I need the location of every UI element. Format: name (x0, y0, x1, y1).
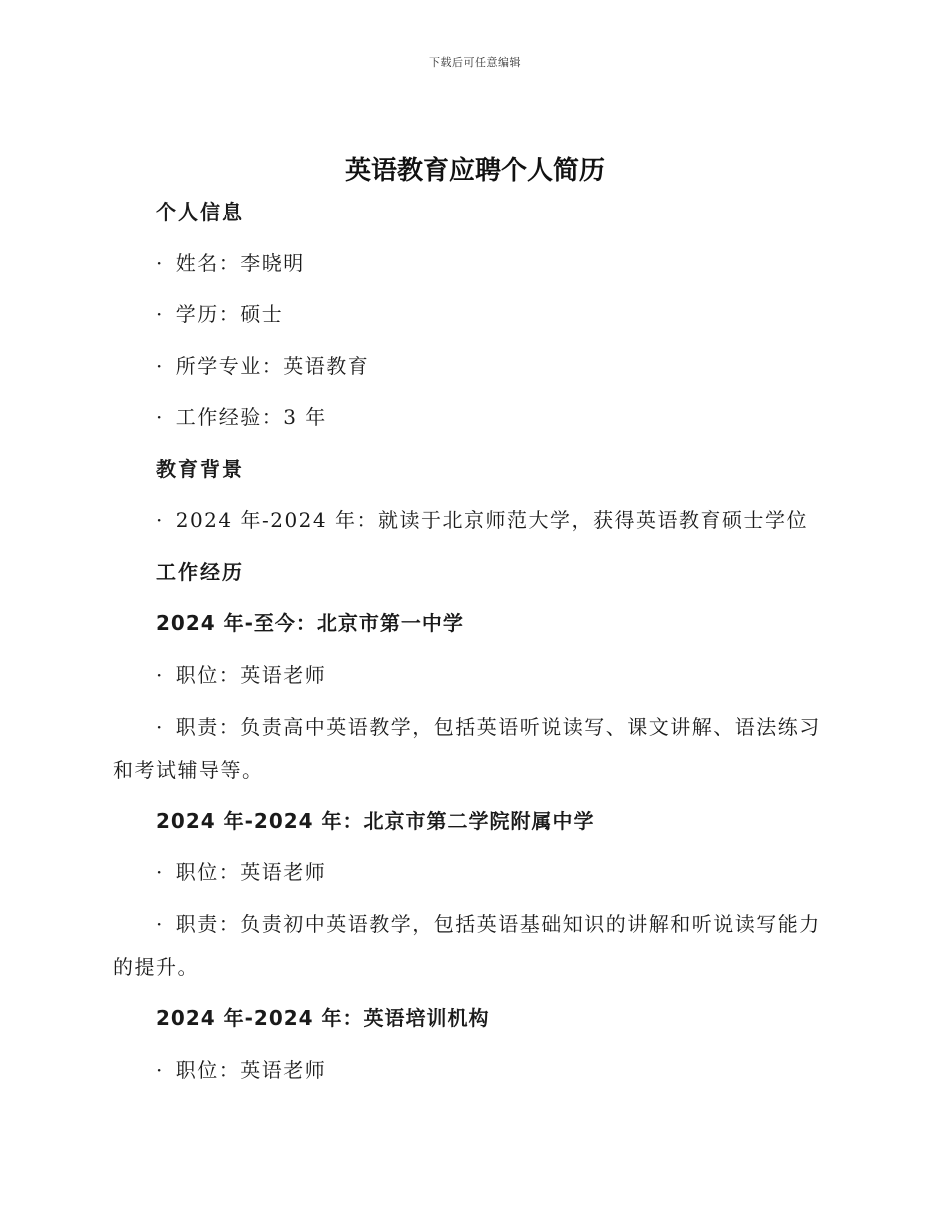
info-value: 3 年 (283, 405, 327, 429)
duty-label: 职责： (175, 912, 241, 936)
info-value: 英语教育 (283, 354, 370, 378)
document-title: 英语教育应聘个人简历 (344, 156, 605, 186)
info-item-experience (156, 403, 327, 431)
education-detail: 就读于北京师范大学，获得英语教育硕士学位 (378, 508, 808, 532)
job-heading-2: 2024 年-2024 年：北京市第二学院附属中学 (156, 809, 595, 833)
education-period: 2024 年-2024 年： (175, 508, 378, 532)
info-item-major (156, 352, 369, 380)
position-value: 英语老师 (240, 860, 327, 884)
job-2-position (156, 858, 326, 886)
section-heading-personal-info: 个人信息 (156, 200, 244, 224)
info-label: 姓名： (175, 251, 241, 275)
job-1-duty (156, 713, 821, 741)
job-heading-3: 2024 年-2024 年：英语培训机构 (156, 1006, 490, 1030)
info-item-degree (156, 300, 283, 328)
info-label: 工作经验： (175, 405, 284, 429)
position-value: 英语老师 (240, 1058, 327, 1082)
info-label: 所学专业： (175, 354, 284, 378)
job-3-position (156, 1056, 326, 1084)
job-2-duty-continued: 的提升。 (113, 955, 199, 979)
duty-value: 负责高中英语教学，包括英语听说读写、课文讲解、语法练习 (240, 715, 821, 739)
section-heading-work: 工作经历 (156, 560, 244, 584)
page-header: 下载后可任意编辑 (429, 56, 521, 69)
job-1-position (156, 661, 326, 689)
info-label: 学历： (175, 302, 241, 326)
duty-label: 职责： (175, 715, 241, 739)
duty-value: 负责初中英语教学，包括英语基础知识的讲解和听说读写能力 (240, 912, 821, 936)
info-value: 硕士 (240, 302, 284, 326)
info-value: 李晓明 (240, 251, 305, 275)
position-value: 英语老师 (240, 663, 327, 687)
section-heading-education: 教育背景 (156, 457, 244, 481)
position-label: 职位： (175, 1058, 241, 1082)
info-item-name (156, 249, 305, 277)
position-label: 职位： (175, 663, 241, 687)
job-1-duty-continued: 和考试辅导等。 (113, 758, 264, 782)
job-heading-1: 2024 年-至今：北京市第一中学 (156, 611, 464, 635)
position-label: 职位： (175, 860, 241, 884)
education-item (156, 506, 808, 534)
job-2-duty (156, 910, 821, 938)
